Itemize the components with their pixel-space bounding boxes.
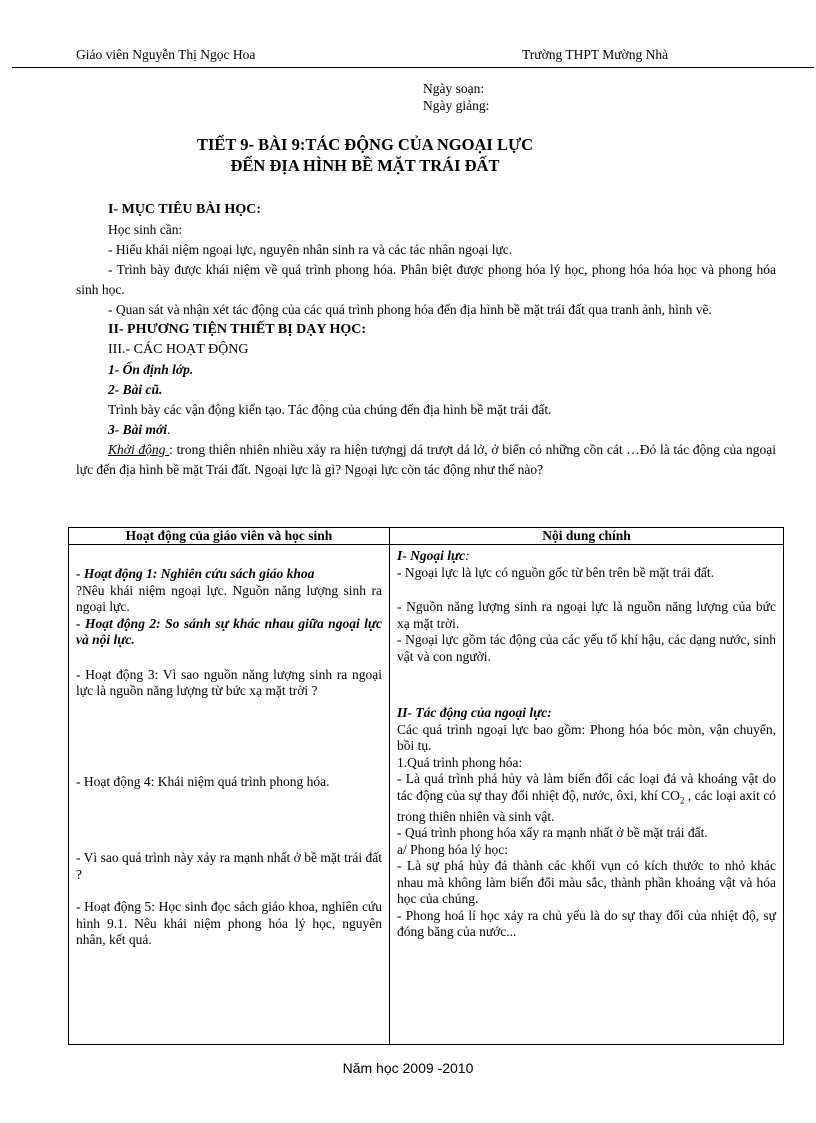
table-header-row xyxy=(69,528,784,545)
activities-table xyxy=(68,527,784,1045)
content-p8: a/ Phong hóa lý học: xyxy=(397,841,508,857)
content-p10: - Phong hoá lí học xảy ra chủ yếu là do sự thay đổi của nhiệt độ, sự đóng băng của nước... xyxy=(397,907,776,940)
prepared-date-label: Ngày soạn: xyxy=(423,81,485,96)
objectives-heading: I- MỤC TIÊU BÀI HỌC: xyxy=(108,202,261,217)
activity-1-title: - Hoạt động 1: Nghiên cứu sách giáo khoa xyxy=(76,566,315,581)
teacher-student-cell xyxy=(69,545,390,1045)
main-content-column-header: Nội dung chính xyxy=(390,528,784,545)
objective-item-1: - Hiểu khái niệm ngoại lực, nguyên nhân sinh ra và các tác nhân ngoại lực. xyxy=(108,242,513,257)
startup-paragraph xyxy=(76,440,776,480)
content-p4: Các quá trình ngoại lực bao gồm: Phong hóa bóc mòn, vận chuyển, bồi tụ. xyxy=(397,721,776,753)
lesson-title-line1: TIẾT 9- BÀI 9:TÁC ĐỘNG CỦA NGOẠI LỰC xyxy=(197,135,533,154)
content-p6-b: , các loại axit có trong thiên nhiên và sinh vật. xyxy=(397,787,776,824)
date-block xyxy=(423,80,489,114)
content-p6 xyxy=(397,771,776,825)
activity-4-text: - Hoạt động 4: Khái niệm quá trình phong hóa. xyxy=(76,773,330,789)
step-3-label: 3- Bài mới xyxy=(108,422,167,437)
main-content-cell xyxy=(390,545,784,1045)
section-1-colon: : xyxy=(465,548,470,563)
step-3-heading xyxy=(76,420,776,440)
table-body-row xyxy=(69,545,784,1045)
activity-3-text: - Hoạt động 3: Vì sao nguồn năng lượng sinh ra ngoại lực là nguồn năng lượng từ bức xạ mặt trời ? xyxy=(76,666,382,698)
content-p7: - Quá trình phong hóa xẩy ra mạnh nhất ở bề mặt trái đất. xyxy=(397,825,708,841)
co2-subscript: 2 xyxy=(679,795,685,806)
content-p2: - Nguồn năng lượng sinh ra ngoại lực là nguồn năng lượng của bức xạ mặt trời. xyxy=(397,599,776,631)
startup-text: : trong thiên nhiên nhiều xảy ra hiện tượngj dá trượt dá lở, ở biển có những cồn cát …Đó là tác động của ngoại lực đến địa hình bề mặt Trái đất. Ngoại lực là gì? Ngoại lực còn tác động như thế nào? xyxy=(76,442,776,477)
section-1-title: I- Ngoại lực xyxy=(397,548,466,563)
school-year-footer: Năm học 2009 -2010 xyxy=(342,1060,474,1076)
lesson-body xyxy=(76,200,776,480)
teacher-student-column-header: Hoạt động của giáo viên và học sinh xyxy=(69,528,390,545)
why-question-text: - Vì sao quá trình này xảy ra mạnh nhất ở bề mặt trái đất ? xyxy=(76,850,382,882)
content-p1: - Ngoại lực là lực có nguồn gốc từ bên trên bề mặt trái đất. xyxy=(397,564,714,580)
teacher-name: Giáo viên Nguyễn Thị Ngọc Hoa xyxy=(76,47,256,62)
equipment-heading: II- PHƯƠNG TIỆN THIẾT BỊ DẠY HỌC: xyxy=(108,322,367,337)
page-header xyxy=(12,40,814,68)
step-1-heading: 1- Ổn định lớp. xyxy=(108,362,194,377)
lesson-title-line2: ĐẾN ĐỊA HÌNH BỀ MẶT TRÁI ĐẤT xyxy=(230,156,500,175)
activity-5-text: - Hoạt động 5: Học sinh đọc sách giáo khoa, nghiên cứu hình 9.1. Nêu khái niệm phong hóa lý học, nguyên nhân, kết quả. xyxy=(76,899,382,947)
startup-label: Khởi động xyxy=(108,442,170,457)
content-p9: - Là sự phá hủy đá thành các khối vụn có kích thước to nhỏ khác nhau mà không làm biến đổi màu sắc, thành phần khoáng vật và hóa học của chúng. xyxy=(397,858,776,907)
objectives-intro: Học sinh cần: xyxy=(108,222,183,237)
step-3-dot: . xyxy=(167,422,171,437)
content-p5: 1.Quá trình phong hóa: xyxy=(397,754,523,770)
objective-item-2: - Trình bày được khái niệm về quá trình phong hóa. Phân biệt được phong hóa lý học, phong hóa hóa học và phong hóa sinh học. xyxy=(76,262,776,297)
objective-item-3: - Quan sát và nhận xét tác động của các quá trình phong hóa đến địa hình bề mặt trái đất qua tranh ảnh, hình vẽ. xyxy=(108,302,712,317)
step-2-heading: 2- Bài cũ. xyxy=(108,382,163,397)
activities-heading: III.- CÁC HOẠT ĐỘNG xyxy=(108,342,249,357)
old-lesson-question: Trình bày các vận động kiến tạo. Tác động của chúng đến địa hình bề mặt trái đất. xyxy=(108,402,552,417)
school-name: Trường THPT Mường Nhà xyxy=(522,47,669,62)
activity-2-title: - Hoạt động 2: So sánh sự khác nhau giữa ngoại lực và nội lực. xyxy=(76,615,382,647)
lesson-title xyxy=(0,134,730,176)
taught-date-label: Ngày giảng: xyxy=(423,98,490,113)
content-p6-a: - Là quá trình phá hủy và làm biến đổi các loại đá và khoáng vật do tác động của sự thay đổi nhiệt độ, nước, ôxi, khí CO xyxy=(397,771,776,803)
section-1-heading xyxy=(397,548,776,565)
content-p3: - Ngoại lực gồm tác động của các yếu tố khí hậu, các dạng nước, sinh vật và con người. xyxy=(397,632,776,664)
section-2-heading: II- Tác động của ngoại lực: xyxy=(397,705,552,720)
activity-1-text: ?Nêu khái niệm ngoại lực. Nguồn năng lượng sinh ra ngoại lực. xyxy=(76,582,382,614)
